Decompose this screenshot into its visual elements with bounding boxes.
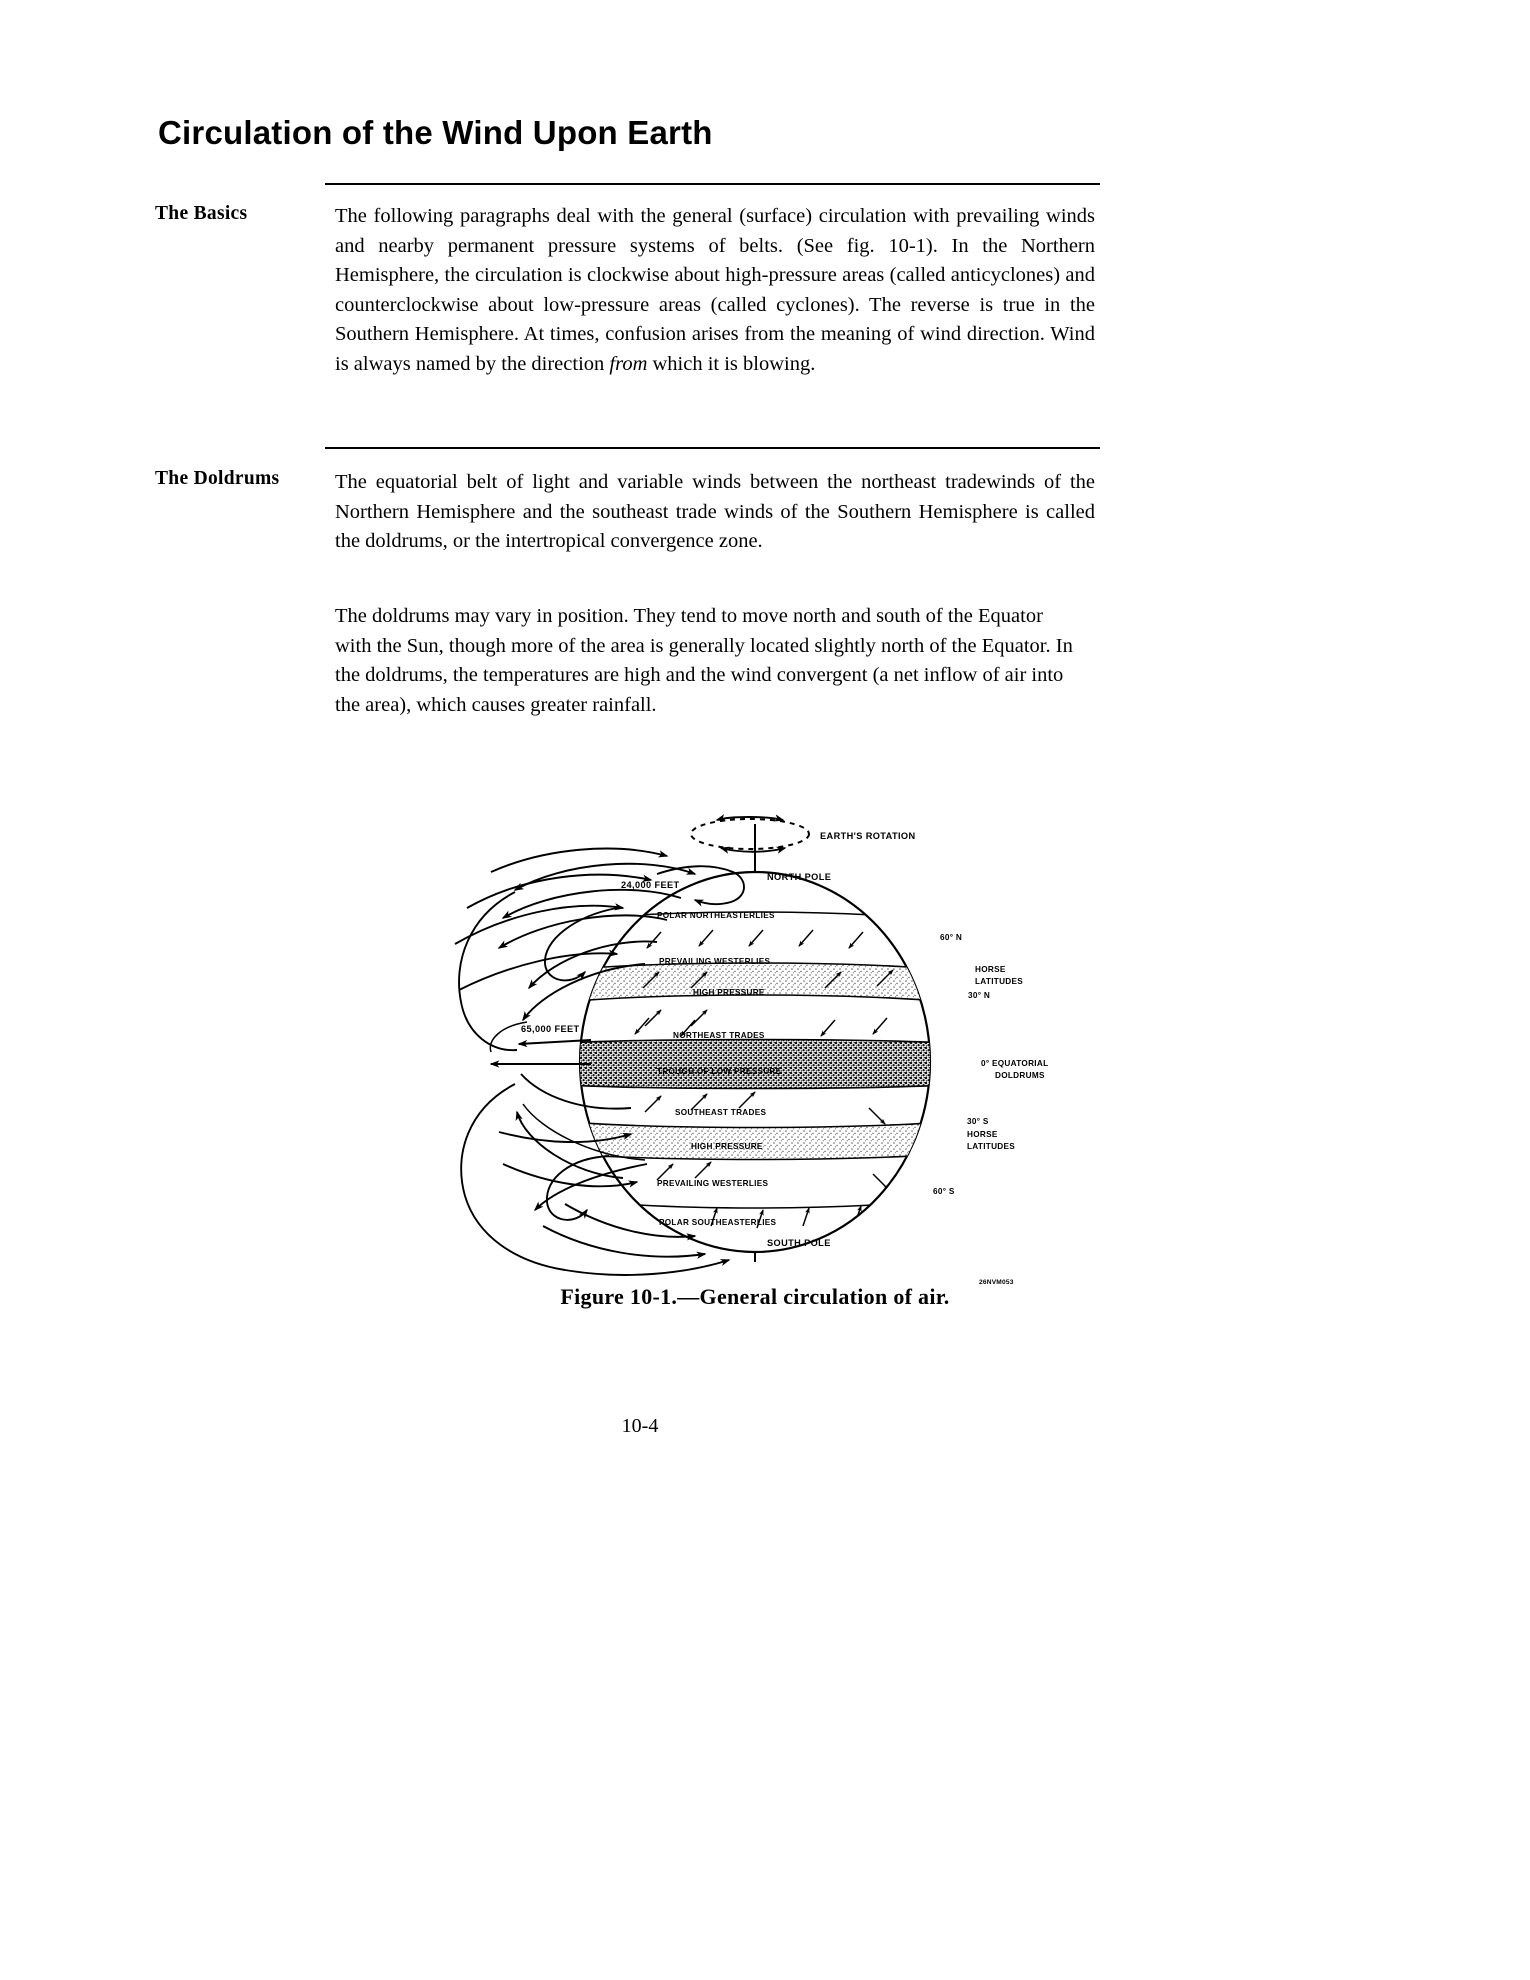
section-label-the-doldrums: The Doldrums <box>155 468 280 489</box>
latitude-label-30n: 30° N <box>968 991 991 1000</box>
page-number: 10-4 <box>621 1415 659 1437</box>
latitude-label-60n: 60° N <box>940 933 963 942</box>
altitude-label-24000-feet: 24,000 FEET <box>621 880 680 890</box>
horse-latitudes-south-line2: LATITUDES <box>967 1142 1016 1151</box>
section-divider-top <box>325 183 1100 185</box>
latitude-label-60s: 60° S <box>933 1187 955 1196</box>
figure-general-circulation-of-air <box>395 812 1095 1312</box>
figure-art-number: 26NVM053 <box>979 1279 1014 1286</box>
band-label-prevailing-westerlies-north: PREVAILING WESTERLIES <box>659 957 771 966</box>
band-label-southeast-trades: SOUTHEAST TRADES <box>675 1108 767 1117</box>
band-label-northeast-trades: NORTHEAST TRADES <box>673 1031 765 1040</box>
paragraph-the-basics <box>335 202 1095 379</box>
band-label-high-pressure-south: HIGH PRESSURE <box>691 1142 763 1151</box>
page-title: Circulation of the Wind Upon Earth <box>158 114 713 152</box>
section-label-the-basics: The Basics <box>155 203 248 224</box>
paragraph-doldrums-1: The equatorial belt of light and variable winds between the northeast tradewinds of the Northern Hemisphere and the southeast trade winds of the Southern Hemisphere is called the doldrums, or the intertropical convergence zone. <box>335 471 1095 552</box>
horse-latitudes-north-line2: LATITUDES <box>975 977 1024 986</box>
figure-caption: Figure 10-1.—General circulation of air. <box>560 1284 950 1309</box>
horse-latitudes-north-line1: HORSE <box>975 965 1006 974</box>
band-trough-low-pressure-fill <box>545 1040 970 1089</box>
band-label-prevailing-westerlies-south: PREVAILING WESTERLIES <box>657 1179 769 1188</box>
paragraph-doldrums-2: The doldrums may vary in position. They tend to move north and south of the Equator with the Sun, though more of the area is generally located slightly north of the Equator. In the doldrums, the temperatures are high and the wind convergent (a net inflow of air into the area), which causes greater rainfall. <box>335 605 1073 716</box>
latitude-label-doldrums: DOLDRUMS <box>995 1071 1045 1080</box>
earths-rotation-indicator <box>691 817 809 852</box>
latitude-label-30s: 30° S <box>967 1117 989 1126</box>
section-divider-middle <box>325 447 1100 449</box>
south-pole-label: SOUTH POLE <box>767 1238 831 1248</box>
paragraph-text-part-1: The following paragraphs deal with the general (surface) circulation with prevailing winds and nearby permanent pressure systems of belts. (See fig. 10-1). In the Northern Hemisphere, the circulation is clockwise about high-pressure areas (called anticyclones) and counterclockwise about low-pressure areas (called cyclones). The reverse is true in the Southern Hemisphere. At times, confusion arises from the meaning of wind direction. Wind is always named by the direction <box>335 205 1095 375</box>
band-label-polar-northeasterlies: POLAR NORTHEASTERLIES <box>657 911 775 920</box>
emphasis-from: from <box>609 352 648 375</box>
earths-rotation-label: EARTH'S ROTATION <box>820 831 916 841</box>
band-label-polar-southeasterlies: POLAR SOUTHEASTERLIES <box>659 1218 777 1227</box>
horse-latitudes-south-line1: HORSE <box>967 1130 998 1139</box>
band-label-trough-of-low-pressure: TROUGH OF LOW PRESSURE <box>657 1067 782 1076</box>
paragraph-text-part-2: which it is blowing. <box>647 352 816 375</box>
figure-illustration <box>395 812 1095 1312</box>
latitude-label-equator: 0° EQUATORIAL <box>981 1059 1049 1068</box>
north-pole-label: NORTH POLE <box>767 872 832 882</box>
altitude-label-65000-feet: 65,000 FEET <box>521 1024 580 1034</box>
band-label-high-pressure-north: HIGH PRESSURE <box>693 988 765 997</box>
